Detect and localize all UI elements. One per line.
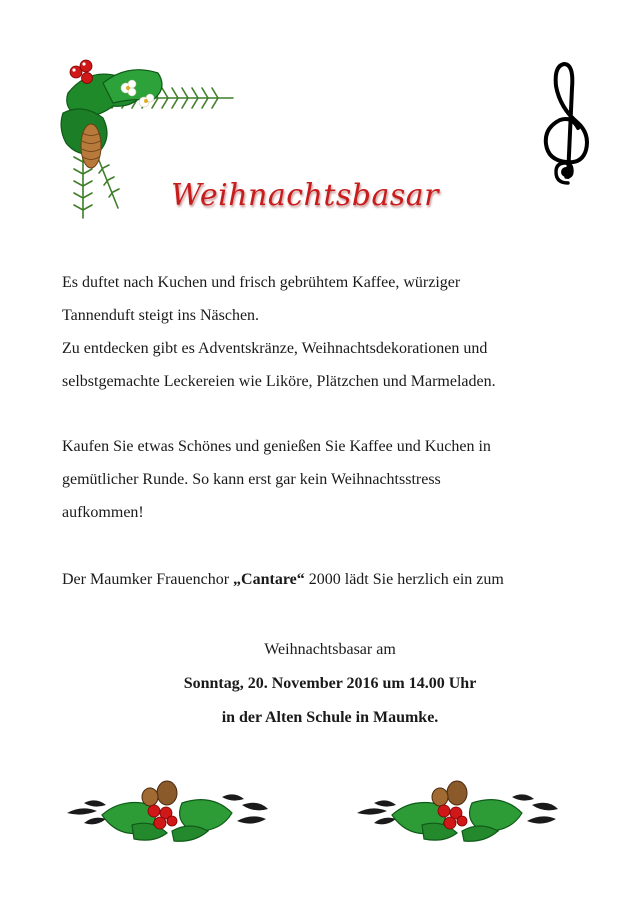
holly-sprig-icon: [62, 775, 272, 845]
choir-suffix: 2000 lädt Sie herzlich ein zum: [304, 571, 504, 588]
treble-clef-icon: [538, 58, 594, 188]
event-date: Sonntag, 20. November 2016 um 14.00 Uhr: [183, 675, 477, 692]
choir-name: „Cantare“: [233, 571, 305, 588]
text-line: gemütlicher Runde. So kann erst gar kein Weihnachtsstress: [62, 471, 441, 488]
text-line: Tannenduft steigt ins Näschen.: [62, 307, 260, 324]
holly-sprig-icon: [352, 775, 562, 845]
invitation-paragraph: [62, 430, 582, 529]
text-line: Zu entdecken gibt es Adventskränze, Weihnachtsdekorationen und: [62, 340, 488, 357]
event-details: [62, 633, 598, 735]
flyer-title: Weihnachtsbasar: [170, 178, 440, 213]
text-line: selbstgemachte Leckereien wie Liköre, Plätzchen und Marmeladen.: [62, 373, 496, 390]
text-line: aufkommen!: [62, 504, 144, 521]
choir-prefix: Der Maumker Frauenchor: [62, 571, 234, 588]
event-location: in der Alten Schule in Maumke.: [221, 709, 439, 726]
choir-paragraph: [62, 563, 582, 596]
text-line: Es duftet nach Kuchen und frisch gebrühtem Kaffee, würziger: [62, 274, 461, 291]
intro-paragraph: [62, 266, 582, 398]
text-line: Kaufen Sie etwas Schönes und genießen Sie Kaffee und Kuchen in: [62, 438, 491, 455]
event-name: Weihnachtsbasar am: [264, 641, 396, 658]
